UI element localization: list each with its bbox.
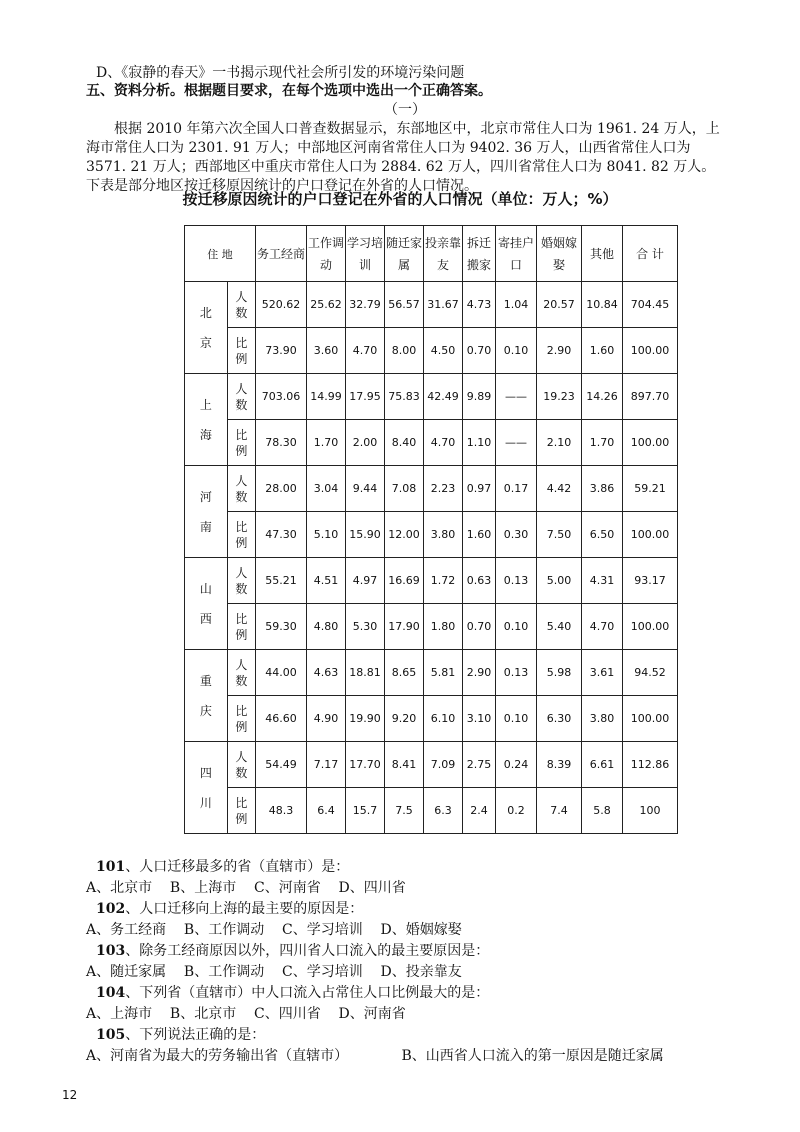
table-cell: 8.40 [385, 420, 424, 466]
table-cell: 10.84 [582, 282, 623, 328]
table-cell: 2.75 [463, 742, 496, 788]
table-cell: 7.09 [424, 742, 463, 788]
table-cell: 4.70 [424, 420, 463, 466]
table-cell: 0.2 [496, 788, 537, 834]
table-cell: 4.80 [307, 604, 346, 650]
table-cell: 4.90 [307, 696, 346, 742]
column-header: 务工经商 [256, 226, 307, 282]
table-cell: 3.86 [582, 466, 623, 512]
row-kind-label: 人 数 [227, 742, 255, 788]
corner-header: 住 地 [185, 226, 256, 282]
table-row [185, 420, 678, 466]
question-stem [96, 942, 489, 960]
table-cell: 0.70 [463, 604, 496, 650]
region-label: 重 庆 [185, 650, 228, 742]
table-row [185, 328, 678, 374]
table-cell: 3.80 [582, 696, 623, 742]
table-cell: 3.80 [424, 512, 463, 558]
table-cell: 93.17 [623, 558, 678, 604]
column-header: 其他 [582, 226, 623, 282]
table-row [185, 512, 678, 558]
table-cell: 46.60 [256, 696, 307, 742]
table-cell: 9.20 [385, 696, 424, 742]
table-cell: 59.30 [256, 604, 307, 650]
table-row [185, 466, 678, 512]
question-options: A、随迁家属 B、工作调动 C、学习培训 D、投亲靠友 [86, 964, 462, 980]
column-header: 投亲靠友 [424, 226, 463, 282]
table-cell: 0.10 [496, 604, 537, 650]
table-cell: 73.90 [256, 328, 307, 374]
table-cell: 897.70 [623, 374, 678, 420]
table-cell: 1.10 [463, 420, 496, 466]
region-label: 河 南 [185, 466, 228, 558]
row-kind-label: 比 例 [227, 788, 255, 834]
question-stem [96, 1026, 265, 1044]
table-cell: 0.70 [463, 328, 496, 374]
row-kind-label: 比 例 [227, 696, 255, 742]
table-cell: 9.89 [463, 374, 496, 420]
table-cell: 1.70 [582, 420, 623, 466]
table-cell: 47.30 [256, 512, 307, 558]
table-cell: 703.06 [256, 374, 307, 420]
table-header-row [185, 226, 678, 282]
table-cell: 704.45 [623, 282, 678, 328]
row-kind-label: 人 数 [227, 558, 255, 604]
row-kind-label: 比 例 [227, 604, 255, 650]
table-cell: 4.51 [307, 558, 346, 604]
table-row [185, 788, 678, 834]
table-cell: 5.98 [537, 650, 582, 696]
region-label: 山 西 [185, 558, 228, 650]
table-cell: —— [496, 374, 537, 420]
table-cell: 6.50 [582, 512, 623, 558]
table-cell: 2.00 [346, 420, 385, 466]
intro-paragraph: 根据 2010 年第六次全国人口普查数据显示，东部地区中，北京市常住人口为 1961. 24 万人，上海市常住人口为 2301. 91 万人；中部地区河南省常住人口为 9402. 36 万人，山西省常住人口为 3571. 21 万人；西部地区中重庆市常住人口为 2884. 62 万人，四川省常住人口为 8041. 82 万人。下表是部分地区按迁移原因统计的户口登记在外省的人口情况。 [86, 121, 720, 194]
question-number: 103 [96, 943, 126, 959]
question-text: 、人口迁移向上海的最主要的原因是： [125, 901, 364, 917]
table-cell: 0.30 [496, 512, 537, 558]
table-cell: 75.83 [385, 374, 424, 420]
region-label: 上 海 [185, 374, 228, 466]
table-cell: 6.61 [582, 742, 623, 788]
table-cell: 3.10 [463, 696, 496, 742]
table-row [185, 696, 678, 742]
table-cell: 5.40 [537, 604, 582, 650]
question-options: A、上海市 B、北京市 C、四川省 D、河南省 [86, 1006, 406, 1022]
region-label: 四 川 [185, 742, 228, 834]
question-options: A、北京市 B、上海市 C、河南省 D、四川省 [86, 880, 406, 896]
table-cell: 100.00 [623, 512, 678, 558]
row-kind-label: 人 数 [227, 374, 255, 420]
table-cell: 31.67 [424, 282, 463, 328]
table-cell: 2.23 [424, 466, 463, 512]
table-cell: 15.7 [346, 788, 385, 834]
table-cell: 1.72 [424, 558, 463, 604]
table-title: 按迁移原因统计的户口登记在外省的人口情况（单位：万人；%） [182, 190, 618, 208]
table-cell: 3.60 [307, 328, 346, 374]
table-cell: 100.00 [623, 604, 678, 650]
table-cell: 0.97 [463, 466, 496, 512]
question-text: 、除务工经商原因以外，四川省人口流入的最主要原因是： [125, 943, 490, 959]
table-row [185, 282, 678, 328]
table-cell: 0.13 [496, 558, 537, 604]
table-cell: 2.4 [463, 788, 496, 834]
migration-table [184, 225, 678, 834]
table-cell: 25.62 [307, 282, 346, 328]
table-cell: 7.5 [385, 788, 424, 834]
table-cell: 112.86 [623, 742, 678, 788]
table-cell: 100.00 [623, 328, 678, 374]
table-cell: 4.50 [424, 328, 463, 374]
table-cell: 6.4 [307, 788, 346, 834]
table-cell: 15.90 [346, 512, 385, 558]
table-cell: 8.41 [385, 742, 424, 788]
table-cell: 5.8 [582, 788, 623, 834]
table-cell: 4.97 [346, 558, 385, 604]
table-cell: 9.44 [346, 466, 385, 512]
table-cell: 2.90 [463, 650, 496, 696]
table-cell: 4.70 [346, 328, 385, 374]
question-number: 102 [96, 901, 126, 917]
table-row [185, 742, 678, 788]
table-cell: 7.4 [537, 788, 582, 834]
question-text: 、下列省（直辖市）中人口流入占常住人口比例最大的是： [125, 985, 490, 1001]
table-cell: 4.70 [582, 604, 623, 650]
column-header: 工作调动 [307, 226, 346, 282]
question-stem [96, 858, 349, 876]
table-cell: 14.99 [307, 374, 346, 420]
row-kind-label: 人 数 [227, 466, 255, 512]
table-cell: 7.08 [385, 466, 424, 512]
column-header: 寄挂户口 [496, 226, 537, 282]
question-options: A、河南省为最大的劳务输出省（直辖市） B、山西省人口流入的第一原因是随迁家属 [86, 1048, 664, 1064]
table-cell: 6.3 [424, 788, 463, 834]
table-cell: 17.70 [346, 742, 385, 788]
table-row [185, 650, 678, 696]
table-cell: 19.90 [346, 696, 385, 742]
table-cell: 100.00 [623, 420, 678, 466]
table-cell: 7.50 [537, 512, 582, 558]
table-cell: 520.62 [256, 282, 307, 328]
table-cell: 100 [623, 788, 678, 834]
table-row [185, 558, 678, 604]
question-number: 105 [96, 1027, 126, 1043]
table-cell: 1.04 [496, 282, 537, 328]
table-cell: 3.61 [582, 650, 623, 696]
table-cell: 44.00 [256, 650, 307, 696]
row-kind-label: 人 数 [227, 650, 255, 696]
region-label: 北 京 [185, 282, 228, 374]
row-kind-label: 比 例 [227, 420, 255, 466]
table-cell: 4.63 [307, 650, 346, 696]
question-number: 101 [96, 859, 126, 875]
question-text: 、下列说法正确的是： [125, 1027, 266, 1043]
sub-heading: （一） [384, 102, 426, 118]
table-cell: 78.30 [256, 420, 307, 466]
question-number: 104 [96, 985, 126, 1001]
question-options: A、务工经商 B、工作调动 C、学习培训 D、婚姻嫁娶 [86, 922, 462, 938]
table-cell: 6.30 [537, 696, 582, 742]
table-cell: 18.81 [346, 650, 385, 696]
column-header: 随迁家属 [385, 226, 424, 282]
table-cell: 2.10 [537, 420, 582, 466]
top-option-line: D、《寂静的春天》一书揭示现代社会所引发的环境污染问题 [96, 65, 465, 81]
table-cell: 28.00 [256, 466, 307, 512]
table-cell: 5.00 [537, 558, 582, 604]
table-cell: 8.00 [385, 328, 424, 374]
row-kind-label: 人 数 [227, 282, 255, 328]
table-cell: 4.42 [537, 466, 582, 512]
table-cell: 1.60 [463, 512, 496, 558]
table-cell: —— [496, 420, 537, 466]
table-cell: 19.23 [537, 374, 582, 420]
table-cell: 0.63 [463, 558, 496, 604]
table-cell: 55.21 [256, 558, 307, 604]
table-cell: 1.80 [424, 604, 463, 650]
table-cell: 42.49 [424, 374, 463, 420]
table-cell: 2.90 [537, 328, 582, 374]
page-number: 12 [62, 1088, 78, 1102]
table-cell: 0.17 [496, 466, 537, 512]
table-cell: 14.26 [582, 374, 623, 420]
table-cell: 0.13 [496, 650, 537, 696]
table-cell: 59.21 [623, 466, 678, 512]
table-cell: 94.52 [623, 650, 678, 696]
table-cell: 54.49 [256, 742, 307, 788]
table-cell: 17.90 [385, 604, 424, 650]
section-heading: 五、资料分析。根据题目要求，在每个选项中选出一个正确答案。 [86, 83, 492, 99]
table-cell: 8.39 [537, 742, 582, 788]
table-row [185, 604, 678, 650]
table-cell: 16.69 [385, 558, 424, 604]
table-cell: 17.95 [346, 374, 385, 420]
table-cell: 8.65 [385, 650, 424, 696]
table-cell: 4.73 [463, 282, 496, 328]
table-cell: 0.10 [496, 696, 537, 742]
table-cell: 5.10 [307, 512, 346, 558]
table-cell: 0.24 [496, 742, 537, 788]
column-header: 拆迁搬家 [463, 226, 496, 282]
table-cell: 0.10 [496, 328, 537, 374]
question-stem [96, 984, 489, 1002]
table-cell: 5.81 [424, 650, 463, 696]
table-cell: 1.70 [307, 420, 346, 466]
column-header: 学习培训 [346, 226, 385, 282]
table-cell: 3.04 [307, 466, 346, 512]
table-cell: 32.79 [346, 282, 385, 328]
table-cell: 100.00 [623, 696, 678, 742]
table-cell: 1.60 [582, 328, 623, 374]
table-cell: 20.57 [537, 282, 582, 328]
row-kind-label: 比 例 [227, 328, 255, 374]
row-kind-label: 比 例 [227, 512, 255, 558]
table-row [185, 374, 678, 420]
table-cell: 5.30 [346, 604, 385, 650]
table-cell: 48.3 [256, 788, 307, 834]
table-cell: 7.17 [307, 742, 346, 788]
question-stem [96, 900, 363, 918]
table-cell: 6.10 [424, 696, 463, 742]
table-cell: 4.31 [582, 558, 623, 604]
table-cell: 56.57 [385, 282, 424, 328]
table-cell: 12.00 [385, 512, 424, 558]
column-header: 婚姻嫁娶 [537, 226, 582, 282]
column-header: 合 计 [623, 226, 678, 282]
question-text: 、人口迁移最多的省（直辖市）是： [125, 859, 350, 875]
